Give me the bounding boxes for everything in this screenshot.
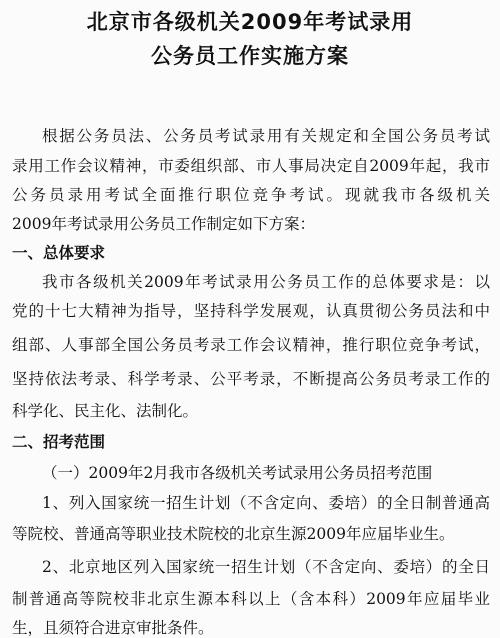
item-1-line-1: 1、列入国家统一招生计划（不含定向、委培）的全日制普通高 [42, 494, 490, 512]
item-2-line-3: 生，且须符合进京审批条件。 [12, 619, 214, 637]
document-title-line-2: 公务员工作实施方案 [151, 44, 349, 68]
intro-line-2: 录用工作会议精神，市委组织部、市人事局决定自2009年起，我市 [12, 157, 490, 175]
section-1-line-4: 坚持依法考录、科学考录、公平考录，不断提高公务员考录工作的 [12, 370, 490, 388]
section-2-heading: 二、招考范围 [12, 433, 106, 451]
section-1-line-2: 党的十七大精神为指导，坚持科学发展观，认真贯彻公务员法和中 [12, 302, 490, 320]
section-1-heading: 一、总体要求 [12, 244, 106, 262]
section-1-line-3: 组部、人事部全国公务员考录工作会议精神，推行职位竞争考试， [12, 336, 490, 354]
intro-line-3: 公务员录用考试全面推行职位竞争考试。现就我市各级机关 [12, 186, 490, 204]
intro-line-1: 根据公务员法、公务员考试录用有关规定和全国公务员考试 [42, 127, 490, 145]
document-title-line-1: 北京市各级机关2009年考试录用 [86, 10, 414, 34]
item-1-line-2: 等院校、普通高等职业技术院校的北京生源2009年应届毕业生。 [12, 525, 455, 543]
intro-line-4: 2009年考试录用公务员工作制定如下方案： [12, 215, 315, 233]
item-2-line-2: 制普通高等院校非北京生源本科以上（含本科）2009年应届毕业 [12, 590, 490, 608]
item-2-line-1: 2、北京地区列入国家统一招生计划（不含定向、委培）的全日 [42, 558, 490, 576]
section-1-line-5: 科学化、民主化、法制化。 [12, 402, 199, 420]
section-2-subheading: （一）2009年2月我市各级机关考试录用公务员招考范围 [42, 464, 433, 482]
section-1-line-1: 我市各级机关2009年考试录用公务员工作的总体要求是：以 [42, 273, 490, 291]
